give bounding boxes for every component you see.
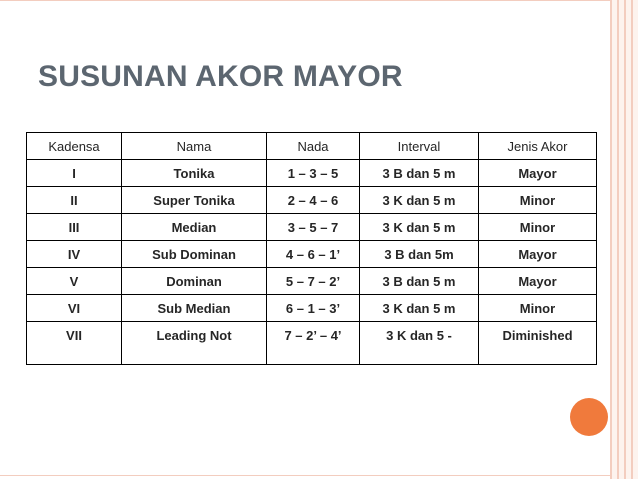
cell-nada: 6 – 1 – 3’ [267, 295, 360, 322]
decorative-stripe [624, 0, 626, 479]
cell-interval: 3 K dan 5 m [360, 214, 479, 241]
table-header-row [27, 133, 597, 160]
cell-kadensa: I [27, 160, 122, 187]
cell-jenis-akor: Minor [479, 295, 597, 322]
cell-nada: 1 – 3 – 5 [267, 160, 360, 187]
cell-jenis-akor: Minor [479, 214, 597, 241]
table-row [27, 322, 597, 365]
cell-nama: Sub Dominan [122, 241, 267, 268]
cell-jenis-akor: Mayor [479, 241, 597, 268]
chord-table [26, 132, 597, 365]
cell-interval: 3 B dan 5m [360, 241, 479, 268]
cell-kadensa: III [27, 214, 122, 241]
cell-interval: 3 B dan 5 m [360, 268, 479, 295]
header-nama: Nama [122, 133, 267, 160]
cell-kadensa: VII [27, 322, 122, 365]
cell-jenis-akor: Minor [479, 187, 597, 214]
cell-nama: Tonika [122, 160, 267, 187]
cell-jenis-akor: Mayor [479, 268, 597, 295]
cell-nama: Dominan [122, 268, 267, 295]
cell-jenis-akor: Mayor [479, 160, 597, 187]
cell-interval: 3 K dan 5 - [360, 322, 479, 365]
header-kadensa: Kadensa [27, 133, 122, 160]
slide-title: SUSUNAN AKOR MAYOR [38, 60, 403, 93]
cell-nama: Median [122, 214, 267, 241]
cell-nama: Leading Not [122, 322, 267, 365]
bottom-frame-line [0, 475, 610, 476]
cell-kadensa: IV [27, 241, 122, 268]
decorative-stripe [631, 0, 633, 479]
orange-circle-ornament [570, 398, 608, 436]
decorative-stripe [617, 0, 619, 479]
cell-kadensa: VI [27, 295, 122, 322]
top-frame-line [0, 0, 610, 1]
cell-interval: 3 K dan 5 m [360, 187, 479, 214]
cell-kadensa: II [27, 187, 122, 214]
table-row [27, 160, 597, 187]
decorative-stripe [610, 0, 612, 479]
cell-nada: 2 – 4 – 6 [267, 187, 360, 214]
header-interval: Interval [360, 133, 479, 160]
table-row [27, 295, 597, 322]
header-nada: Nada [267, 133, 360, 160]
table-row [27, 268, 597, 295]
header-jenis-akor: Jenis Akor [479, 133, 597, 160]
cell-nama: Sub Median [122, 295, 267, 322]
cell-nada: 5 – 7 – 2’ [267, 268, 360, 295]
table-row [27, 214, 597, 241]
cell-nada: 7 – 2’ – 4’ [267, 322, 360, 365]
cell-interval: 3 B dan 5 m [360, 160, 479, 187]
cell-nama: Super Tonika [122, 187, 267, 214]
table-row [27, 187, 597, 214]
table-row [27, 241, 597, 268]
cell-nada: 4 – 6 – 1’ [267, 241, 360, 268]
cell-jenis-akor: Diminished [479, 322, 597, 365]
cell-interval: 3 K dan 5 m [360, 295, 479, 322]
cell-nada: 3 – 5 – 7 [267, 214, 360, 241]
cell-kadensa: V [27, 268, 122, 295]
